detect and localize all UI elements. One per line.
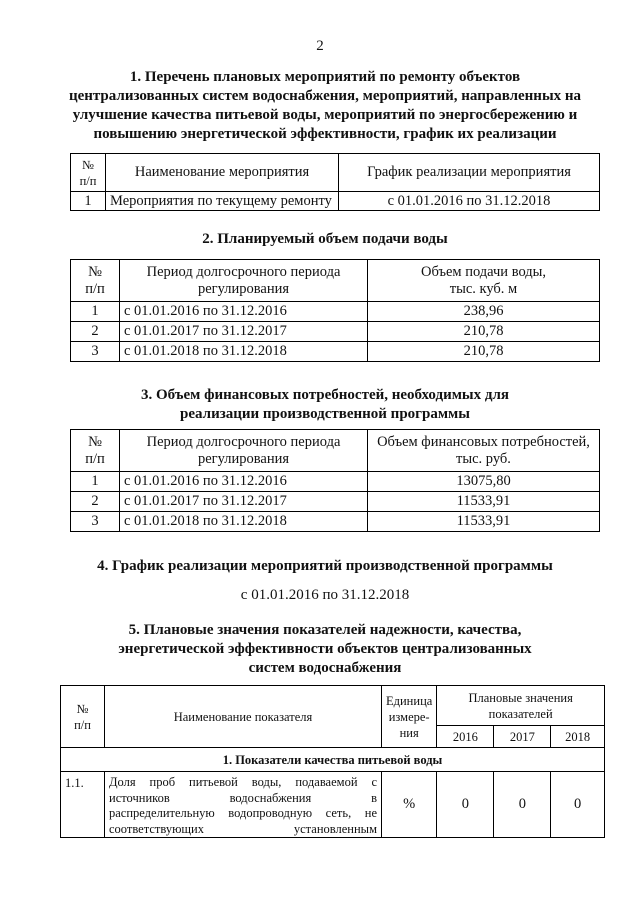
row-indicator-line: источников водоснабжения в — [109, 790, 377, 805]
col-header-year: 2017 — [494, 726, 551, 748]
col-header-year: 2016 — [437, 726, 494, 748]
row-num: 2 — [71, 492, 120, 512]
header-period-line: Период долгосрочного периода — [146, 263, 341, 280]
section5-title — [60, 621, 590, 678]
row-num: 1 — [71, 302, 120, 322]
section3-title-line: реализации производственной программы — [180, 406, 470, 422]
row-indicator-line: соответствующих установленным — [109, 821, 377, 836]
section2-table — [70, 259, 600, 362]
row-name: Мероприятия по текущему ремонту — [106, 192, 339, 211]
header-unit-line: измере- — [388, 709, 430, 724]
header-num-symbol: № — [82, 157, 94, 172]
row-indicator-line: распределительную водопроводную сеть, не — [109, 806, 377, 820]
header-planned-line: показателей — [488, 706, 553, 721]
col-header-unit — [382, 686, 437, 748]
table-group-row — [61, 748, 605, 772]
row-value-2016: 0 — [437, 772, 494, 838]
col-header-schedule: График реализации мероприятия — [339, 154, 600, 192]
section2-title: 2. Планируемый объем подачи воды — [202, 231, 448, 247]
row-indicator — [105, 772, 382, 838]
table-row — [71, 302, 600, 322]
section5-title-line: 5. Плановые значения показателей надежности, качества, — [128, 622, 522, 638]
col-header-num — [71, 430, 120, 472]
row-period: с 01.01.2018 по 31.12.2018 — [120, 342, 368, 362]
section1-title-line: повышению энергетической эффективности, график их реализации — [93, 126, 557, 142]
col-header-volume — [368, 260, 600, 302]
header-num-symbol: № — [88, 263, 102, 280]
table-header-row — [61, 686, 605, 726]
row-finance: 11533,91 — [368, 512, 600, 532]
header-num-symbol: № — [88, 433, 102, 450]
table-header-row — [71, 430, 600, 472]
table-header-row — [71, 154, 600, 192]
row-num: 1 — [71, 472, 120, 492]
row-volume: 210,78 — [368, 322, 600, 342]
section1-title — [60, 68, 590, 144]
section5-title-line: энергетической эффективности объектов централизованных — [118, 641, 532, 657]
col-header-period — [120, 430, 368, 472]
col-header-planned — [437, 686, 605, 726]
header-unit-line: Единица — [386, 693, 433, 708]
col-header-indicator: Наименование показателя — [105, 686, 382, 748]
row-period: с 01.01.2016 по 31.12.2016 — [120, 472, 368, 492]
section4-title: 4. График реализации мероприятий производственной программы — [97, 558, 553, 574]
header-volume-line: тыс. куб. м — [449, 280, 518, 297]
header-num-abbr: п/п — [79, 173, 97, 188]
section4-period: с 01.01.2016 по 31.12.2018 — [240, 587, 410, 603]
row-schedule: с 01.01.2016 по 31.12.2018 — [339, 192, 600, 211]
row-period: с 01.01.2018 по 31.12.2018 — [120, 512, 368, 532]
header-planned-line: Плановые значения — [468, 690, 573, 705]
header-num-abbr: п/п — [74, 717, 91, 732]
row-unit: % — [382, 772, 437, 838]
group-title: 1. Показатели качества питьевой воды — [61, 748, 605, 772]
table-row — [71, 512, 600, 532]
col-header-finance — [368, 430, 600, 472]
table-row — [71, 322, 600, 342]
row-volume: 238,96 — [368, 302, 600, 322]
section3-title — [60, 386, 590, 424]
col-header-num — [71, 154, 106, 192]
row-num: 3 — [71, 342, 120, 362]
header-num-abbr: п/п — [85, 280, 105, 297]
section3-title-line: 3. Объем финансовых потребностей, необходимых для — [140, 387, 510, 403]
col-header-num — [71, 260, 120, 302]
row-volume: 210,78 — [368, 342, 600, 362]
header-unit-line: ния — [399, 725, 419, 740]
table-row — [61, 772, 605, 838]
section3-table — [70, 429, 600, 532]
row-finance: 13075,80 — [368, 472, 600, 492]
section1-title-line: улучшение качества питьевой воды, мероприятий по энергосбережению и — [72, 107, 578, 123]
table-row — [71, 472, 600, 492]
col-header-year: 2018 — [551, 726, 605, 748]
col-header-num — [61, 686, 105, 748]
table-row — [71, 342, 600, 362]
row-value-2018: 0 — [551, 772, 605, 838]
section5-title-line: систем водоснабжения — [248, 660, 402, 676]
row-period: с 01.01.2016 по 31.12.2016 — [120, 302, 368, 322]
page-number: 2 — [316, 38, 324, 54]
table-header-row — [71, 260, 600, 302]
row-indicator-line: Доля проб питьевой воды, подаваемой с — [109, 775, 377, 789]
row-period: с 01.01.2017 по 31.12.2017 — [120, 322, 368, 342]
table-row — [71, 192, 600, 211]
row-num: 2 — [71, 322, 120, 342]
header-finance-line: тыс. руб. — [456, 450, 511, 467]
section5-table — [60, 685, 605, 838]
row-num: 3 — [71, 512, 120, 532]
section1-table — [70, 153, 600, 211]
row-period: с 01.01.2017 по 31.12.2017 — [120, 492, 368, 512]
header-num-symbol: № — [76, 701, 89, 716]
row-num: 1.1. — [61, 772, 105, 838]
row-finance: 11533,91 — [368, 492, 600, 512]
header-period-line: Период долгосрочного периода — [146, 433, 341, 450]
row-value-2017: 0 — [494, 772, 551, 838]
header-period-line: регулирования — [197, 280, 290, 297]
header-finance-line: Объем финансовых потребностей, — [377, 433, 590, 450]
header-num-abbr: п/п — [85, 450, 105, 467]
section1-title-line: 1. Перечень плановых мероприятий по ремонту объектов — [129, 69, 521, 85]
table-row — [71, 492, 600, 512]
header-volume-line: Объем подачи воды, — [420, 263, 547, 280]
header-period-line: регулирования — [197, 450, 290, 467]
col-header-period — [120, 260, 368, 302]
row-num: 1 — [71, 192, 106, 211]
section1-title-line: централизованных систем водоснабжения, мероприятий, направленных на — [68, 88, 582, 104]
col-header-name: Наименование мероприятия — [106, 154, 339, 192]
